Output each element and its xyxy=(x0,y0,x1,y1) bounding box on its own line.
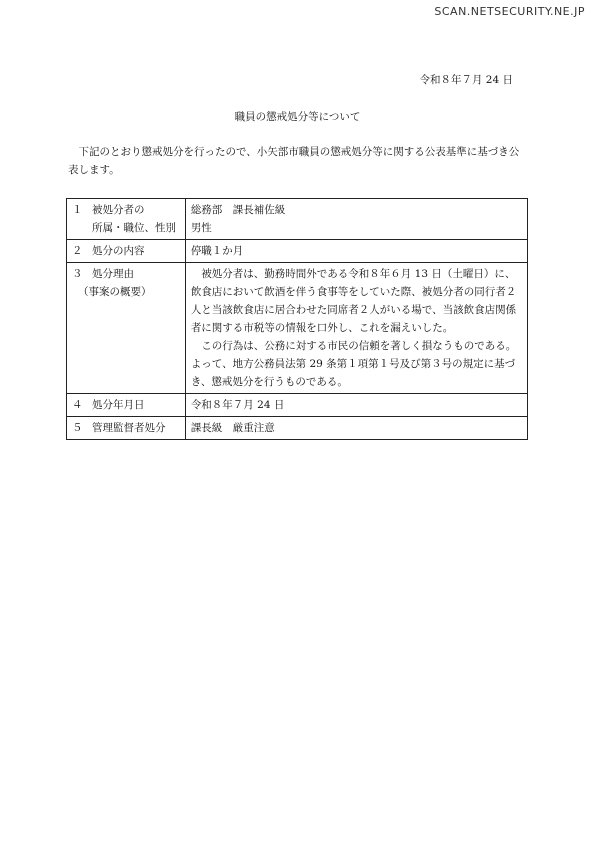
row-3-number: ３ xyxy=(72,268,83,280)
row-5-label-cell xyxy=(67,417,186,440)
watermark-text: SCAN.NETSECURITY.NE.JP xyxy=(434,5,585,18)
row-4-value: 令和８年７月 24 日 xyxy=(185,394,527,417)
reason-paragraph-2: この行為は、公務に対する市民の信頼を著しく損なうものである。よって、地方公務員法第 29 条第１項第１号及び第３号の規定に基づき、懲戒処分を行うものである。 xyxy=(190,340,517,388)
row-4-label-cell xyxy=(67,394,186,417)
row-1-value-line2: 男性 xyxy=(190,222,212,234)
document-date: 令和８年７月 24 日 xyxy=(419,74,513,86)
row-2-number: ２ xyxy=(72,245,83,257)
row-1-number: １ xyxy=(72,204,83,216)
disciplinary-table xyxy=(66,198,528,440)
row-1-label-cell xyxy=(67,199,186,240)
table-row-subject xyxy=(67,199,528,240)
table-row-content xyxy=(67,240,528,263)
row-2-label-cell xyxy=(67,240,186,263)
table-row-date xyxy=(67,394,528,417)
row-1-label-line1: 被処分者の xyxy=(92,204,145,216)
intro-paragraph: 下記のとおり懲戒処分を行ったので、小矢部市職員の懲戒処分等に関する公表基準に基づき公表します。 xyxy=(68,146,520,176)
row-2-value: 停職１か月 xyxy=(185,240,527,263)
table-row-supervisor xyxy=(67,417,528,440)
row-3-value-cell xyxy=(185,263,527,394)
row-5-number: ５ xyxy=(72,422,83,434)
document-title: 職員の懲戒処分等について xyxy=(234,111,361,123)
table-row-reason xyxy=(67,263,528,394)
row-3-label-cell xyxy=(67,263,186,394)
row-3-label-line2: （事案の概要） xyxy=(78,286,152,298)
row-4-number: ４ xyxy=(72,399,83,411)
row-1-value-line1: 総務部 課長補佐級 xyxy=(190,204,286,216)
reason-paragraph-1: 被処分者は、勤務時間外である令和８年６月 13 日（土曜日）に、飲食店において飲酒を伴う食事等をしていた際、被処分者の同行者２人と当該飲食店に居合わせた同席者２人がいる場で、当該飲食店関係者に関する市税等の情報を口外し、これを漏えいした。 xyxy=(190,268,517,334)
row-1-label-line2: 所属・職位、性別 xyxy=(92,222,176,234)
row-5-value: 課長級 厳重注意 xyxy=(185,417,527,440)
row-5-label: 管理監督者処分 xyxy=(92,422,166,434)
row-3-label-line1: 処分理由 xyxy=(92,268,134,280)
row-4-label: 処分年月日 xyxy=(92,399,145,411)
row-2-label: 処分の内容 xyxy=(92,245,145,257)
row-1-value-cell xyxy=(185,199,527,240)
